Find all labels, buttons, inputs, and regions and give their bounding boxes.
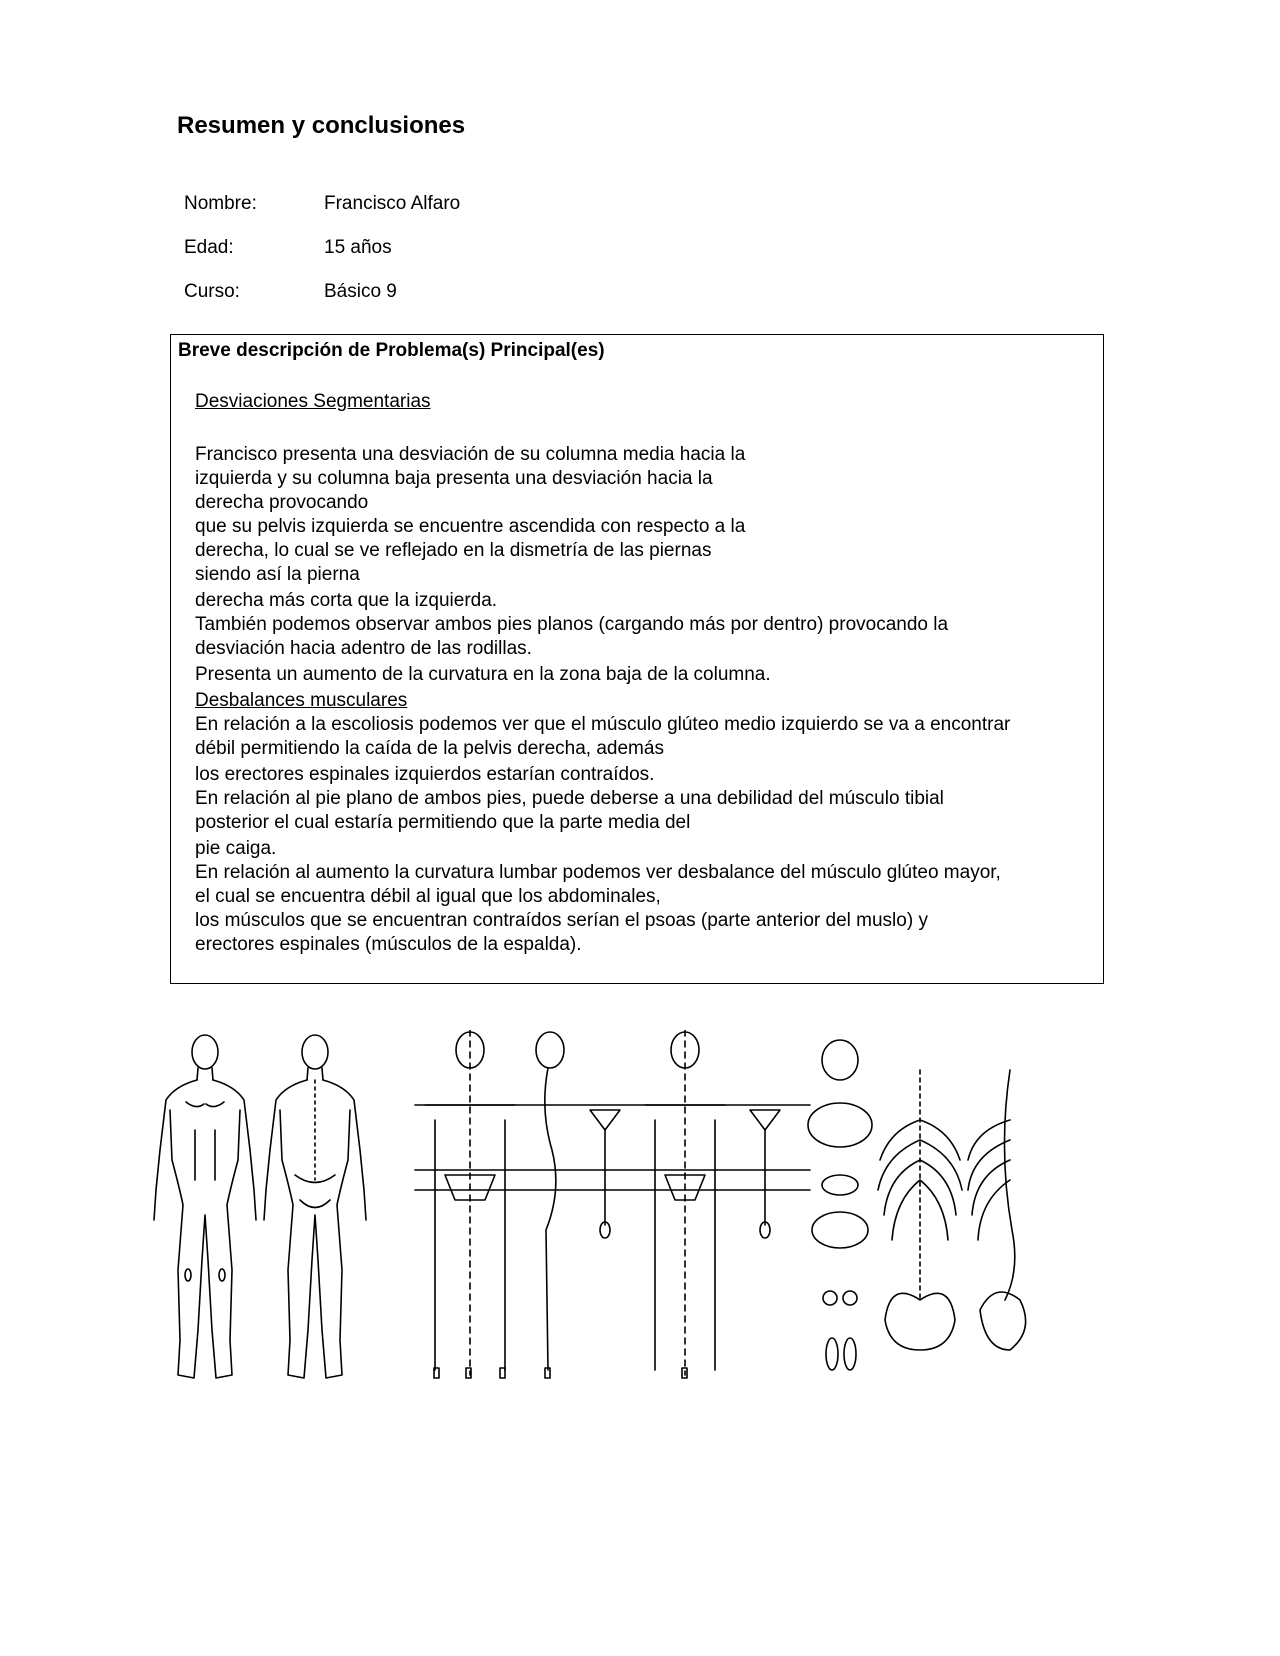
muscular-text-line: En relación al aumento la curvatura lumbar podemos ver desbalance del músculo glúteo mayor,: [195, 862, 1001, 883]
patient-course-row: [184, 281, 397, 303]
front-body-figure: [154, 1035, 256, 1378]
segmental-text-line: Presenta un aumento de la curvatura en la zona baja de la columna.: [195, 664, 771, 685]
segmental-text-line: Francisco presenta una desviación de su columna media hacia la: [195, 444, 746, 465]
segmental-text-line: derecha más corta que la izquierda.: [195, 590, 498, 611]
muscular-imbalances-heading: Desbalances musculares: [195, 690, 408, 711]
plumb-line-diagrams: [415, 1030, 810, 1378]
patient-age-value: 15 años: [324, 237, 392, 258]
posture-illustrations: [150, 1030, 1070, 1410]
patient-course-value: Básico 9: [324, 281, 397, 302]
spine-lateral-view: [968, 1070, 1026, 1350]
patient-age-row: [184, 237, 392, 259]
segmental-text-line: izquierda y su columna baja presenta una desviación hacia la: [195, 468, 713, 489]
segmental-text-line: derecha provocando: [195, 492, 369, 513]
muscular-text-line: los erectores espinales izquierdos estarían contraídos.: [195, 764, 655, 785]
segmental-text-line: También podemos observar ambos pies planos (cargando más por dentro) provocando la: [195, 614, 949, 635]
posture-illustrations-svg: [150, 1030, 1070, 1410]
segmental-text-line: que su pelvis izquierda se encuentre ascendida con respecto a la: [195, 516, 746, 537]
muscular-text-line: En relación a la escoliosis podemos ver que el músculo glúteo medio izquierdo se va a encontrar: [195, 714, 1011, 735]
page-title: Resumen y conclusiones: [177, 112, 466, 139]
segmental-text-line: derecha, lo cual se ve reflejado en la dismetría de las piernas: [195, 540, 712, 561]
problem-box-heading: Breve descripción de Problema(s) Principal(es): [178, 340, 605, 361]
segmental-text-line: desviación hacia adentro de las rodillas.: [195, 638, 532, 659]
muscular-text-line: pie caiga.: [195, 838, 277, 859]
spine-front-view: [878, 1070, 962, 1350]
muscular-text-line: débil permitiendo la caída de la pelvis derecha, además: [195, 738, 664, 759]
problem-description-box: [170, 334, 1104, 984]
segment-views: [808, 1040, 872, 1370]
patient-course-label: Curso:: [184, 281, 240, 302]
segmental-text-line: siendo así la pierna: [195, 564, 360, 585]
muscular-text-line: erectores espinales (músculos de la espalda).: [195, 934, 582, 955]
segmental-deviations-heading: Desviaciones Segmentarias: [195, 391, 431, 412]
patient-name-label: Nombre:: [184, 193, 257, 214]
patient-age-label: Edad:: [184, 237, 234, 258]
muscular-text-line: En relación al pie plano de ambos pies, puede deberse a una debilidad del músculo tibial: [195, 788, 944, 809]
muscular-text-line: posterior el cual estaría permitiendo que la parte media del: [195, 812, 691, 833]
patient-name-row: [184, 193, 460, 215]
patient-name-value: Francisco Alfaro: [324, 193, 461, 214]
muscular-text-line: el cual se encuentra débil al igual que los abdominales,: [195, 886, 661, 907]
muscular-text-line: los músculos que se encuentran contraídos serían el psoas (parte anterior del muslo) y: [195, 910, 928, 931]
back-body-figure: [264, 1035, 366, 1378]
